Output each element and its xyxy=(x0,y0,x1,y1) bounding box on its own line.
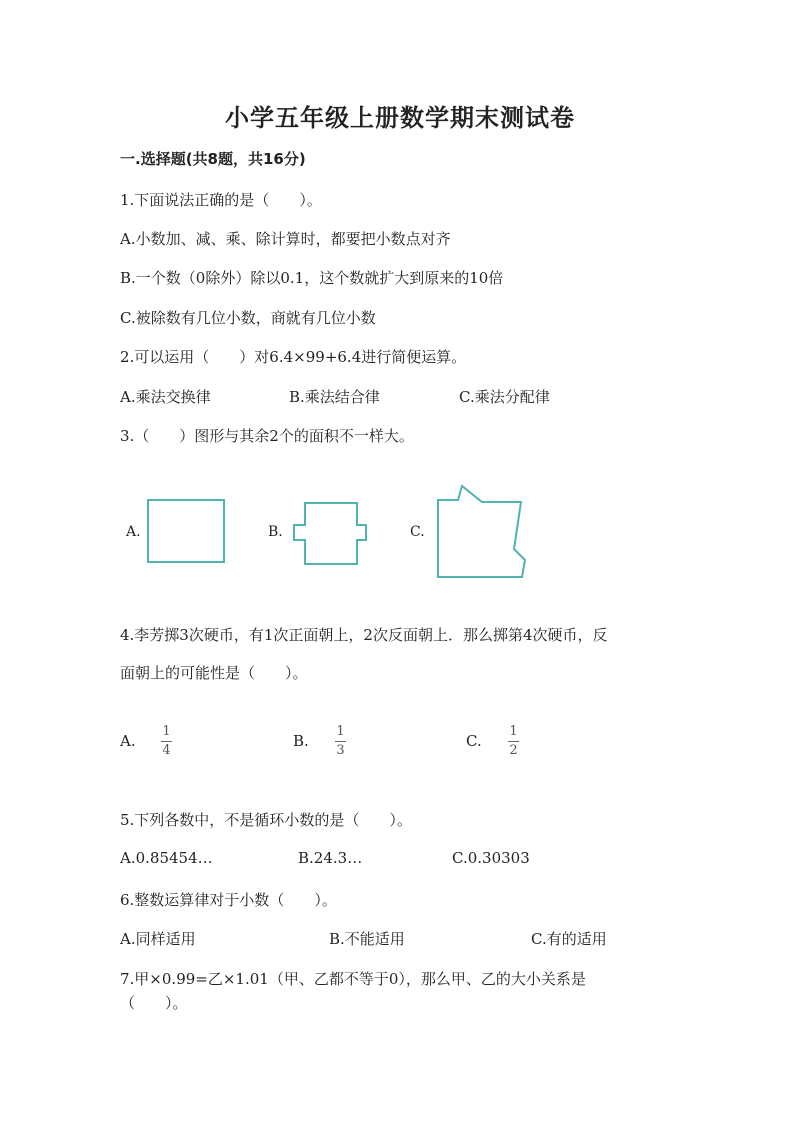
question-4-option-c-label[interactable]: C. xyxy=(466,732,482,750)
page-title: 小学五年级上册数学期末测试卷 xyxy=(225,103,575,132)
fraction-denominator: 4 xyxy=(162,743,171,758)
question-2-option-a[interactable]: A.乘法交换律 xyxy=(120,388,211,406)
fraction-numerator: 1 xyxy=(509,724,518,739)
fraction-numerator: 1 xyxy=(336,724,345,739)
question-5-stem: 5.下列各数中，不是循环小数的是（ ）。 xyxy=(120,811,412,829)
question-2-option-b[interactable]: B.乘法结合律 xyxy=(289,388,380,406)
question-4-stem-line2: 面朝上的可能性是（ ）。 xyxy=(120,664,308,682)
shape-a-rectangle xyxy=(148,500,224,562)
fraction-bar xyxy=(161,741,172,742)
question-1-stem: 1.下面说法正确的是（ ）。 xyxy=(120,191,322,209)
fraction-numerator: 1 xyxy=(162,724,171,739)
question-2-stem: 2.可以运用（ ）对6.4×99+6.4进行简便运算。 xyxy=(120,348,467,366)
question-6-option-a[interactable]: A.同样适用 xyxy=(120,930,196,948)
question-6-option-b[interactable]: B.不能适用 xyxy=(329,930,405,948)
question-4-option-b-fraction[interactable] xyxy=(335,724,346,759)
shape-c-irregular xyxy=(438,486,525,577)
question-1-option-a[interactable]: A.小数加、减、乘、除计算时，都要把小数点对齐 xyxy=(120,230,451,248)
fraction-bar xyxy=(335,741,346,742)
question-4-option-a-label[interactable]: A. xyxy=(120,732,136,750)
fraction-denominator: 2 xyxy=(509,743,518,758)
question-3-label-a[interactable]: A. xyxy=(126,524,141,540)
fraction-bar xyxy=(508,741,519,742)
question-5-option-c[interactable]: C.0.30303 xyxy=(452,849,530,867)
question-6-option-c[interactable]: C.有的适用 xyxy=(531,930,607,948)
question-5-option-a[interactable]: A.0.85454… xyxy=(120,849,213,867)
shape-b-notched-square xyxy=(294,503,366,564)
question-4-option-a-fraction[interactable] xyxy=(161,724,172,759)
question-1-option-c[interactable]: C.被除数有几位小数，商就有几位小数 xyxy=(120,309,376,327)
section-heading: 一.选择题(共8题，共16分) xyxy=(120,150,306,168)
question-4-option-c-fraction[interactable] xyxy=(508,724,519,759)
question-5-option-b[interactable]: B.24.3… xyxy=(298,849,363,867)
question-3-stem: 3.（ ）图形与其余2个的面积不一样大。 xyxy=(120,427,414,445)
question-1-option-b[interactable]: B.一个数（0除外）除以0.1，这个数就扩大到原来的10倍 xyxy=(120,269,504,287)
question-3-label-c[interactable]: C. xyxy=(410,524,425,540)
question-3-label-b[interactable]: B. xyxy=(268,524,283,540)
question-4-stem-line1: 4.李芳掷3次硬币，有1次正面朝上，2次反面朝上．那么掷第4次硬币，反 xyxy=(120,626,608,644)
question-4-option-b-label[interactable]: B. xyxy=(293,732,309,750)
fraction-denominator: 3 xyxy=(336,743,345,758)
question-7-stem-line2: （ ）。 xyxy=(120,994,188,1012)
question-6-stem: 6.整数运算律对于小数（ ）。 xyxy=(120,891,337,909)
question-2-option-c[interactable]: C.乘法分配律 xyxy=(459,388,550,406)
question-7-stem-line1: 7.甲×0.99=乙×1.01（甲、乙都不等于0），那么甲、乙的大小关系是 xyxy=(120,970,586,988)
